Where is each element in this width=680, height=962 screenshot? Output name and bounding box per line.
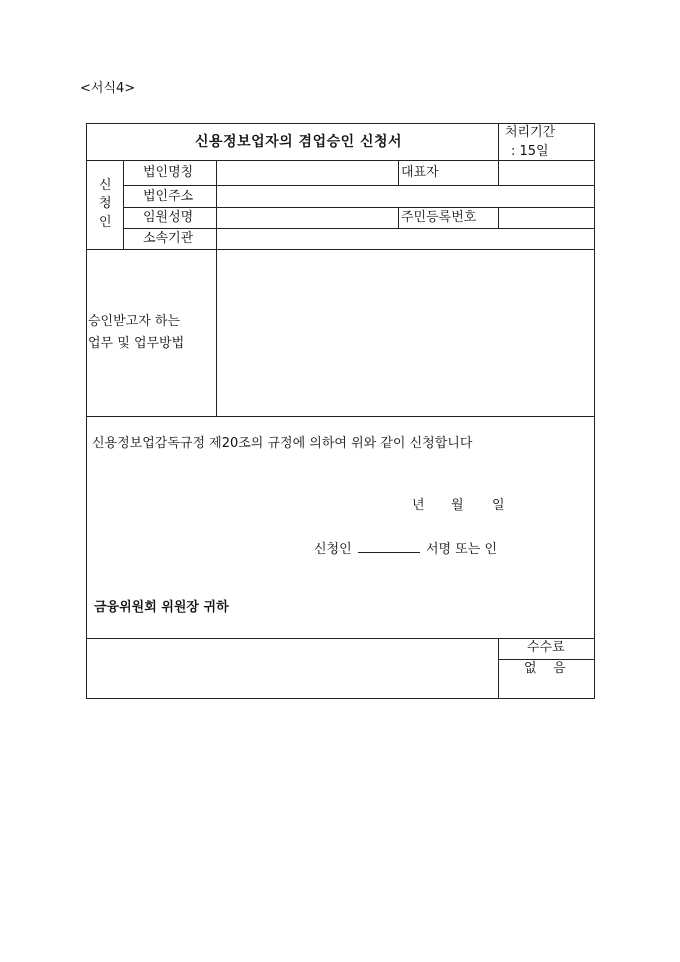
- declaration-section-bottom: [86, 638, 595, 639]
- business-section-bottom: [86, 416, 595, 417]
- processing-period-label: 처리기간: [505, 125, 556, 140]
- company-name-label: 법인명칭: [143, 165, 194, 180]
- row-line-1: [123, 185, 595, 186]
- processing-period-value: : 15일: [511, 144, 549, 159]
- business-label-line2: 업무 및 업무방법: [88, 336, 185, 351]
- company-name-field[interactable]: [218, 162, 397, 184]
- border-left: [86, 123, 87, 699]
- title-row-bottom: [86, 160, 595, 161]
- border-bottom: [86, 698, 595, 699]
- row-line-2: [123, 207, 595, 208]
- form-code: <서식4>: [80, 81, 136, 96]
- row-line-3: [123, 228, 595, 229]
- signature-suffix: 서명 또는 인: [425, 542, 498, 557]
- representative-value-left: [498, 160, 499, 185]
- fee-divider: [498, 638, 499, 699]
- signature-applicant-label: 신청인: [314, 542, 352, 557]
- row-line-4: [86, 249, 595, 250]
- declaration-text: 신용정보업감독규정 제20조의 규정에 의하여 위와 같이 신청합니다: [92, 436, 473, 451]
- resident-number-field[interactable]: [500, 209, 593, 227]
- fee-value: 없 음: [524, 661, 566, 676]
- resident-label-left: [398, 207, 399, 228]
- applicant-group-char-3: 인: [99, 215, 112, 230]
- company-address-field[interactable]: [218, 187, 593, 206]
- officer-name-field[interactable]: [218, 209, 397, 227]
- date-month: 월: [451, 498, 464, 513]
- border-right: [594, 123, 595, 699]
- fee-label: 수수료: [527, 640, 565, 655]
- officer-name-label: 임원성명: [143, 210, 194, 225]
- fee-row-line: [498, 659, 595, 660]
- affiliation-label: 소속기관: [143, 231, 194, 246]
- representative-field[interactable]: [500, 162, 593, 184]
- affiliation-field[interactable]: [218, 230, 593, 248]
- addressee: 금융위원회 위원장 귀하: [94, 600, 229, 615]
- date-year: 년: [412, 498, 425, 513]
- form-title: 신용정보업자의 겸업승인 신청서: [195, 134, 403, 150]
- company-address-label: 법인주소: [143, 189, 194, 204]
- resident-number-label: 주민등록번호: [401, 210, 477, 225]
- applicant-group-char-2: 청: [99, 196, 112, 211]
- signature-line: [314, 540, 497, 556]
- resident-value-left: [498, 207, 499, 228]
- applicant-group-char-1: 신: [99, 178, 112, 193]
- date-day: 일: [492, 498, 505, 513]
- title-divider: [498, 123, 499, 160]
- signature-blank[interactable]: [358, 540, 420, 553]
- business-label-line1: 승인받고자 하는: [88, 314, 181, 329]
- border-top: [86, 123, 595, 124]
- business-description-field[interactable]: [218, 251, 593, 415]
- label-column-divider: [216, 160, 217, 416]
- representative-label-left: [398, 160, 399, 185]
- group-label-divider: [123, 160, 124, 249]
- representative-label: 대표자: [401, 165, 439, 180]
